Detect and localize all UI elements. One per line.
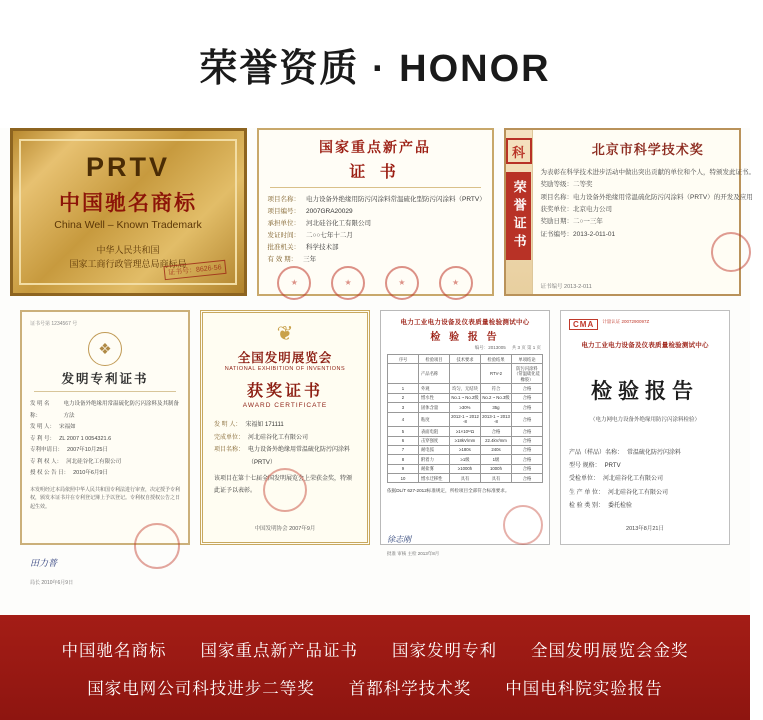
report-org: 电力工业电力设备及仪表质量检验测试中心 (400, 319, 530, 326)
field-label: 项目名称： (267, 196, 300, 203)
footer-caption[interactable]: 中国电科院实验报告 (505, 679, 663, 698)
page-title-bar (0, 0, 750, 128)
bj-line: 项目名称：电力设备外绝缘用常温硫化防污闪涂料（PRTV）的开发及应用 (540, 193, 753, 201)
bj-side-panel (506, 130, 533, 294)
inspection-org: 电力工业电力设备及仪表质量检验测试中心 (581, 342, 709, 349)
patent-paragraph: 本发明经过本局依照中华人民共和国专利法进行审查，决定授予专利权，颁发本证书并在专利登记簿上予以登记。专利权自授权公告之日起生效。 (30, 486, 181, 510)
patent-topbar (30, 320, 180, 327)
field-label: 生 产 单 位： (569, 489, 605, 496)
patent-signature-row (30, 523, 180, 569)
table-cell: 粘度 (419, 412, 450, 427)
table-cell: 合格 (512, 403, 543, 412)
award-footer: 中国发明协会 2007年9月 (254, 526, 316, 532)
table-cell: 2012-1 ~ 2012-8 (450, 412, 481, 427)
table-cell: RTV-2 (481, 364, 512, 384)
field-value: 常温硫化防污闪涂料 (627, 450, 682, 456)
table-cell: 防污闪涂料（常温硫化硅橡胶） (512, 364, 543, 384)
key-title-line2: 证 书 (349, 164, 401, 181)
field-label: 项目名称： (214, 447, 245, 454)
table-row (388, 412, 543, 427)
footer-caption[interactable]: 首都科学技术奖 (348, 679, 472, 698)
table-cell: No.2 ~ No.3级 (481, 393, 512, 402)
field-row (267, 194, 486, 206)
award-description: 该项目在第十七届全国发明展览会上荣获金奖，特颁此证予以表彰。 (214, 476, 353, 494)
table-cell: ≥180s (450, 445, 481, 454)
field-label: 专 利 号： (30, 435, 56, 442)
patent-number-label: 证书号第 1234567 号 (30, 321, 78, 327)
report-signature: 徐志刚 (387, 534, 411, 544)
table-header-cell: 技术要求 (450, 355, 481, 364)
footer-caption[interactable]: 国家电网公司科技进步二等奖 (87, 679, 315, 698)
certificate-row-bottom (0, 310, 750, 587)
table-header-cell: 检验项目 (419, 355, 450, 364)
table-row (388, 455, 543, 464)
footer-caption[interactable]: 国家重点新产品证书 (200, 641, 358, 660)
table-cell: 35g (481, 403, 512, 412)
award-fields (211, 419, 359, 469)
bj-footer: 证书编号 2013-2-011 (540, 284, 592, 290)
table-cell: 表面电阻 (419, 427, 450, 436)
table-cell: 10 (388, 474, 419, 483)
table-header-cell: 检验结果 (481, 355, 512, 364)
table-cell: 具有 (450, 474, 481, 483)
field-value: 2007GRA20029 (306, 208, 353, 216)
field-value: 河北硅谷化工有限公司 (608, 489, 669, 496)
field-row (30, 468, 180, 480)
field-label: 产品（样品）名称： (569, 450, 624, 456)
footer-line-2 (87, 675, 663, 699)
table-cell: 2 (388, 393, 419, 402)
patent-divider (34, 391, 176, 392)
report-signature-row (387, 505, 543, 545)
bj-title: 北京市科学技术奖 (591, 142, 704, 157)
report-meta-item: 共 3 页 第 1 页 (511, 345, 541, 350)
key-title-line1: 国家重点新产品 (319, 139, 431, 155)
table-cell: 合格 (512, 384, 543, 393)
inspection-subtitle: （电力网电力设备外绝缘用防污闪涂料检验） (589, 417, 700, 423)
table-cell: 击穿强度 (419, 436, 450, 445)
bj-line: 奖励日期：二○一三年 (540, 218, 603, 226)
field-label: 授 权 公 告 日： (30, 470, 70, 477)
field-value: 河北硅谷化工有限公司 (603, 476, 664, 483)
award-emblem-icon: 科 (506, 138, 532, 164)
table-row (388, 393, 543, 402)
table-cell: No.1 ~ No.2级 (450, 393, 481, 402)
table-header-cell: 序号 (388, 355, 419, 364)
patent-signature: 田力普 (30, 558, 58, 569)
table-cell: 4 (388, 412, 419, 427)
report-meta (389, 345, 541, 351)
field-row (569, 473, 721, 486)
field-row (214, 419, 356, 432)
inspection-fields (569, 447, 721, 513)
field-label: 发 明 人： (214, 422, 242, 428)
field-value: 委托检验 (608, 502, 633, 509)
field-value: 2007年10月25日 (67, 447, 108, 454)
footer-line-1 (62, 637, 689, 661)
field-row (569, 500, 721, 513)
red-stamp-icon (277, 266, 311, 300)
table-cell: 合格 (512, 412, 543, 427)
certificate-key-new-product[interactable] (257, 128, 494, 296)
table-row (388, 445, 543, 454)
table-cell: 具有 (481, 474, 512, 483)
certificate-trademark[interactable] (10, 128, 247, 296)
field-label: 发证时间： (267, 232, 300, 240)
table-cell: 憎水迁移性 (419, 474, 450, 483)
trademark-name-en: China Well – Known Trademark (54, 219, 202, 232)
table-row (388, 384, 543, 393)
field-value: 河北硅谷化工有限公司 (66, 458, 122, 465)
table-cell: ≥1000h (450, 464, 481, 473)
table-cell: 8 (388, 455, 419, 464)
field-row (268, 254, 483, 266)
bj-line: 获奖单位：北京电力公司 (540, 206, 612, 214)
field-row (214, 432, 356, 445)
field-value: 2010年6月9日 (73, 470, 108, 477)
footer-captions (0, 615, 750, 720)
field-label: 发 明 人： (30, 424, 56, 431)
table-row (388, 464, 543, 473)
table-cell: 240s (481, 445, 512, 454)
table-cell: 合格 (481, 427, 512, 436)
trademark-brand: PRTV (85, 152, 170, 183)
field-value: 二○○七年十二月 (306, 232, 353, 240)
field-value: 三年 (303, 256, 317, 264)
trademark-issuer-line1: 中华人民共和国 (96, 245, 160, 256)
field-row (30, 422, 180, 434)
table-cell: ≥30% (450, 403, 481, 412)
field-row (569, 460, 721, 473)
field-row (268, 218, 483, 230)
field-label: 专 利 权 人： (30, 458, 63, 465)
page-title: 荣誉资质 · HONOR (199, 47, 551, 90)
field-value: 电力设备外绝缘用防污闪涂料常温硫化型防污闪涂料（PRTV） (306, 196, 486, 203)
patent-title: 发明专利证书 (61, 372, 149, 386)
trademark-seal-text: 证书号：8626·56 (163, 260, 226, 280)
cma-mark (569, 319, 721, 330)
patent-bottom-note: 局长 2010年6月9日 (30, 580, 74, 587)
field-label: 完成单位： (214, 434, 245, 441)
table-cell: 合格 (512, 474, 543, 483)
field-label: 承担单位： (267, 220, 300, 228)
table-cell: 5 (388, 427, 419, 436)
table-cell: 7 (388, 445, 419, 454)
award-big-cn: 获奖证书 (246, 383, 323, 400)
field-value: PRTV (604, 463, 621, 470)
field-row (569, 487, 721, 500)
table-cell: 外观 (419, 384, 450, 393)
table-cell: 1级 (481, 455, 512, 464)
red-stamp-icon (331, 266, 365, 300)
award-title-en: NATIONAL EXHIBITION OF INVENTIONS (224, 366, 346, 372)
table-cell: 固体含量 (419, 403, 450, 412)
cma-icon: CMA (569, 319, 598, 330)
field-value: 电力设备外绝缘用常温硫化防污闪涂料（PRTV） (248, 447, 351, 466)
field-row (268, 242, 483, 254)
footer-caption[interactable]: 全国发明展览会金奖 (531, 641, 689, 660)
key-fields (267, 194, 486, 266)
field-row (30, 445, 180, 457)
field-value: 河北硅谷化工有限公司 (306, 220, 371, 228)
table-cell: 3 (388, 403, 419, 412)
table-cell: 附着力 (419, 455, 450, 464)
field-label: 项目编号： (267, 208, 300, 216)
field-row (268, 230, 483, 242)
table-cell: ≥1×10¹²Ω (450, 427, 481, 436)
field-row (569, 447, 721, 460)
report-meta-item: 编号：2013005 (474, 345, 506, 350)
national-emblem-icon: ❖ (88, 332, 122, 366)
certificate-beijing-award[interactable] (504, 128, 755, 296)
table-cell: 均匀、无结块 (450, 384, 481, 393)
footer-caption[interactable]: 中国驰名商标 (61, 641, 167, 660)
inspection-date: 2013年8月21日 (626, 526, 664, 532)
bj-line: 证书编号：2013-2-011-01 (540, 230, 616, 238)
trademark-issuer-line2: 国家工商行政管理总局商标局 (69, 258, 187, 269)
field-label: 型号 规格： (569, 463, 601, 470)
field-label: 检 验 类 别： (569, 502, 605, 509)
table-row (388, 403, 543, 412)
patent-fields (30, 399, 180, 480)
table-cell: 9 (388, 464, 419, 473)
footer-caption[interactable]: 国家发明专利 (392, 641, 497, 660)
table-cell (450, 364, 481, 384)
field-row (214, 444, 356, 469)
red-stamp-icon (503, 505, 543, 545)
certificate-patent[interactable] (20, 310, 190, 587)
table-header-cell: 单项结论 (512, 355, 543, 364)
field-value: 宋福如 (59, 424, 76, 431)
field-label: 有 效 期： (267, 256, 298, 264)
table-cell: 22.4kV/mm (481, 436, 512, 445)
table-cell: ≥18kV/mm (450, 436, 481, 445)
table-header-row (388, 355, 543, 364)
key-header (268, 137, 483, 182)
bj-side-title: 荣誉证书 (506, 172, 530, 260)
certificate-row-top (0, 128, 755, 296)
table-cell: 合格 (512, 436, 543, 445)
inspection-title: 检验报告 (591, 380, 699, 403)
report-conclusion: 依据DL/T 627-2012标准规定，所检项目全部符合标准要求。 (387, 488, 510, 494)
key-stamps (268, 266, 483, 302)
field-row (30, 457, 180, 469)
report-footer: 批准 审核 主检 2013年8月 (387, 550, 440, 556)
table-cell: 憎水性 (419, 393, 450, 402)
red-stamp-icon (711, 232, 751, 272)
table-row (388, 427, 543, 436)
table-cell: 合格 (512, 464, 543, 473)
table-cell: 合格 (512, 455, 543, 464)
table-cell: 符合 (481, 384, 512, 393)
red-stamp-icon (439, 266, 473, 300)
table-row (388, 474, 543, 483)
bj-line: 奖励等级：二等奖 (540, 181, 593, 189)
field-row (268, 206, 483, 218)
table-cell: 1000h (481, 464, 512, 473)
report-table (387, 354, 543, 483)
field-label: 专利申请日： (30, 447, 64, 454)
report-title: 检 验 报 告 (430, 332, 500, 343)
field-label: 受检单位： (569, 476, 600, 483)
award-title-cn: 全国发明展览会 (237, 351, 333, 365)
red-stamp-icon (263, 468, 307, 512)
bj-main (533, 130, 763, 294)
field-row (30, 399, 180, 422)
table-cell: 2013-1 ~ 2013-8 (481, 412, 512, 427)
cma-code: 计量认证 2007290097Z (602, 319, 650, 324)
laurel-icon: ❦ (276, 323, 294, 345)
table-cell: 合格 (512, 427, 543, 436)
certificate-inspection-report[interactable] (560, 310, 730, 545)
field-value: 科学技术部 (306, 244, 339, 252)
field-value: 电力设备外绝缘用常温硫化防污闪涂料及其制备方法 (63, 401, 180, 419)
table-row (388, 364, 543, 384)
certificate-test-report[interactable] (380, 310, 550, 556)
field-value: 河北硅谷化工有限公司 (248, 434, 309, 441)
table-cell: 6 (388, 436, 419, 445)
field-row (30, 434, 180, 446)
table-cell: 合格 (512, 393, 543, 402)
field-value: 宋福如 171111 (245, 422, 284, 428)
red-stamp-icon (385, 266, 419, 300)
field-label: 发 明 名 称： (30, 401, 50, 419)
table-cell: ≥1级 (450, 455, 481, 464)
certificate-award[interactable] (200, 310, 370, 545)
table-cell: 1 (388, 384, 419, 393)
table-row (388, 436, 543, 445)
field-label: 批准机关： (267, 244, 300, 252)
field-value: ZL 2007 1 0054321.6 (59, 435, 112, 442)
table-cell: 合格 (512, 445, 543, 454)
table-cell: 产品名称 (419, 364, 450, 384)
bj-lines (541, 167, 756, 241)
key-divider (270, 187, 481, 188)
table-cell: 耐盐雾 (419, 464, 450, 473)
trademark-name-cn: 中国驰名商标 (59, 192, 197, 216)
award-big-en: AWARD CERTIFICATE (242, 402, 328, 409)
bj-line: 为表彰在科学技术进步活动中做出突出贡献的单位和个人，特颁发此证书。 (540, 169, 755, 176)
red-stamp-icon (134, 523, 180, 569)
table-cell: 耐电弧 (419, 445, 450, 454)
table-cell (388, 364, 419, 384)
